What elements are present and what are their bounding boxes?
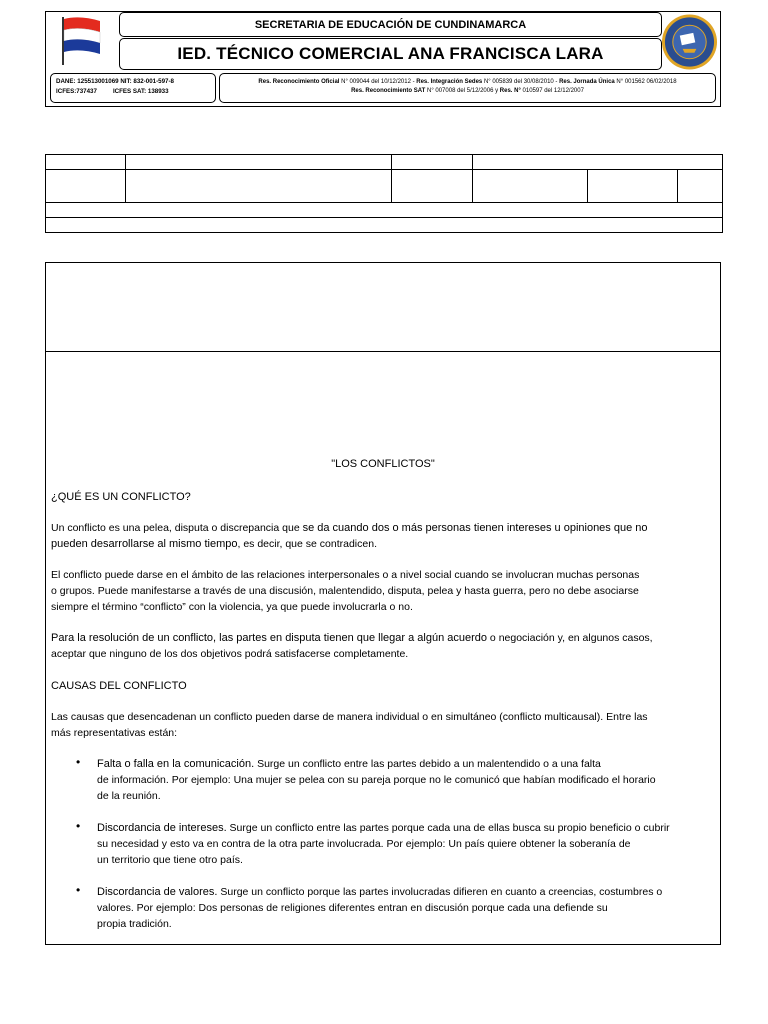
res2-value: N° 005839 del 30/08/2010 -	[482, 79, 560, 85]
bullet-icon: •	[76, 755, 81, 769]
res4-value: N° 007008 del 5/12/2006 y	[425, 88, 500, 94]
text-line: un territorio que tiene otro país.	[97, 854, 243, 866]
text-line	[97, 884, 711, 900]
icfes-sat-code: ICFES SAT: 138933	[112, 88, 169, 95]
form-cell	[46, 155, 126, 170]
text-span: Surge un conflicto entre las partes debido a un malentendido o a una falta	[254, 758, 601, 770]
res5-value: 010597 del 12/12/2007	[520, 88, 584, 94]
flag-icon	[60, 15, 104, 65]
form-cell	[392, 155, 473, 170]
resolutions-line-2	[220, 87, 715, 96]
text-line: de información. Por ejemplo: Una mujer se pelea con su pareja porque no le comunicó que habían modificado el horario	[97, 774, 656, 786]
res1-value: N° 009044 del 10/12/2012 -	[339, 79, 417, 85]
form-cell	[126, 170, 392, 202]
resolutions-box	[219, 73, 716, 103]
school-name: IED. TÉCNICO COMERCIAL ANA FRANCISCA LARA	[119, 38, 662, 70]
section-heading-what: ¿QUÉ ES UN CONFLICTO?	[51, 491, 191, 503]
text-line: valores. Por ejemplo: Dos personas de religiones diferentes entran en discusión porque cada una defiende su	[97, 902, 608, 914]
form-cell	[46, 217, 723, 232]
text-line: su necesidad y esto va en contra de la otra parte involucrada. Por ejemplo: Un país quiere obtener la soberanía de	[97, 838, 631, 850]
resolutions-line-1	[220, 78, 715, 87]
form-cell	[678, 170, 723, 202]
form-cell	[46, 170, 126, 202]
section-heading-causes: CAUSAS DEL CONFLICTO	[51, 680, 187, 692]
text-span: Surge un conflicto entre las partes porque cada una de ellas busca su propio beneficio o cubrir	[226, 822, 670, 834]
paragraph-causes-intro	[51, 709, 715, 741]
text-line: El conflicto puede darse en el ámbito de las relaciones interpersonales o a nivel social cuando se involucran muchas personas	[51, 569, 640, 581]
form-cell	[126, 155, 392, 170]
list-item	[97, 756, 711, 804]
bullet-icon: •	[76, 883, 81, 897]
text-line: más representativas están:	[51, 727, 178, 739]
paragraph-scope	[51, 567, 715, 615]
text-span: o negociación y, en algunos casos,	[487, 632, 653, 644]
text-span: Un conflicto es una pelea, disputa o discrepancia que	[51, 522, 303, 534]
icfes-code: ICFES:737437	[56, 88, 97, 95]
text-line: o grupos. Puede manifestarse a través de una discusión, malentendido, disputa, pelea y hasta guerra, pero no debe asociarse	[51, 585, 639, 597]
text-line: aceptar que ninguno de los dos objetivos podrá satisfacerse completamente.	[51, 648, 409, 660]
bullet-lead: Discordancia de valores.	[97, 886, 218, 898]
text-line	[97, 820, 711, 836]
res4-label: Res. Reconocimiento SAT	[351, 88, 426, 94]
form-cell	[46, 202, 723, 217]
text-line: de la reunión.	[97, 790, 161, 802]
bullet-icon: •	[76, 819, 81, 833]
secretaria-title: SECRETARIA DE EDUCACIÓN DE CUNDINAMARCA	[119, 12, 662, 37]
paragraph-resolution	[51, 630, 715, 662]
highlight-text: se da cuando dos o más personas tienen intereses u opiniones que no	[302, 522, 648, 534]
paragraph-definition	[51, 520, 715, 552]
text-line	[51, 536, 715, 552]
highlight-text: pueden desarrollarse al mismo tiempo	[51, 538, 238, 550]
list-item	[97, 884, 711, 932]
text-line: Las causas que desencadenan un conflicto pueden darse de manera individual o en simultáneo (conflicto multicausal). Entre las	[51, 711, 648, 723]
res1-label: Res. Reconocimiento Oficial	[258, 79, 340, 85]
form-cell	[392, 170, 473, 202]
text-line: propia tradición.	[97, 918, 172, 930]
content-divider	[45, 351, 721, 352]
form-cell	[473, 155, 723, 170]
text-line: siempre el término “conflicto” con la violencia, ya que puede involucrarla o no.	[51, 601, 413, 613]
form-cell	[588, 170, 678, 202]
form-cell	[473, 170, 588, 202]
list-item	[97, 820, 711, 868]
document-title: "LOS CONFLICTOS"	[331, 458, 435, 470]
institution-codes	[50, 73, 216, 103]
res3-value: N° 001562 06/02/2018	[614, 79, 677, 85]
res2-label: Res. Integración Sedes	[416, 79, 483, 85]
res3-label: Res. Jornada Única	[559, 79, 615, 85]
res5-label: Res. N°	[499, 88, 521, 94]
text-span: Surge un conflicto porque las partes involucradas difieren en cuanto a creencias, costumbres o	[217, 886, 663, 898]
text-line	[51, 630, 715, 646]
text-span: , es decir, que se contradicen.	[237, 538, 377, 550]
bullet-lead: Discordancia de intereses.	[97, 822, 227, 834]
text-line	[97, 756, 711, 772]
student-info-table	[45, 154, 723, 233]
school-seal-icon	[661, 13, 718, 71]
bullet-lead: Falta o falla en la comunicación.	[97, 758, 255, 770]
highlight-text: Para la resolución de un conflicto, las partes en disputa tienen que llegar a algún acuerdo	[51, 632, 488, 644]
text-line	[51, 520, 715, 536]
dane-nit: DANE: 125513001069 NIT: 832-001-597-8	[56, 78, 174, 85]
